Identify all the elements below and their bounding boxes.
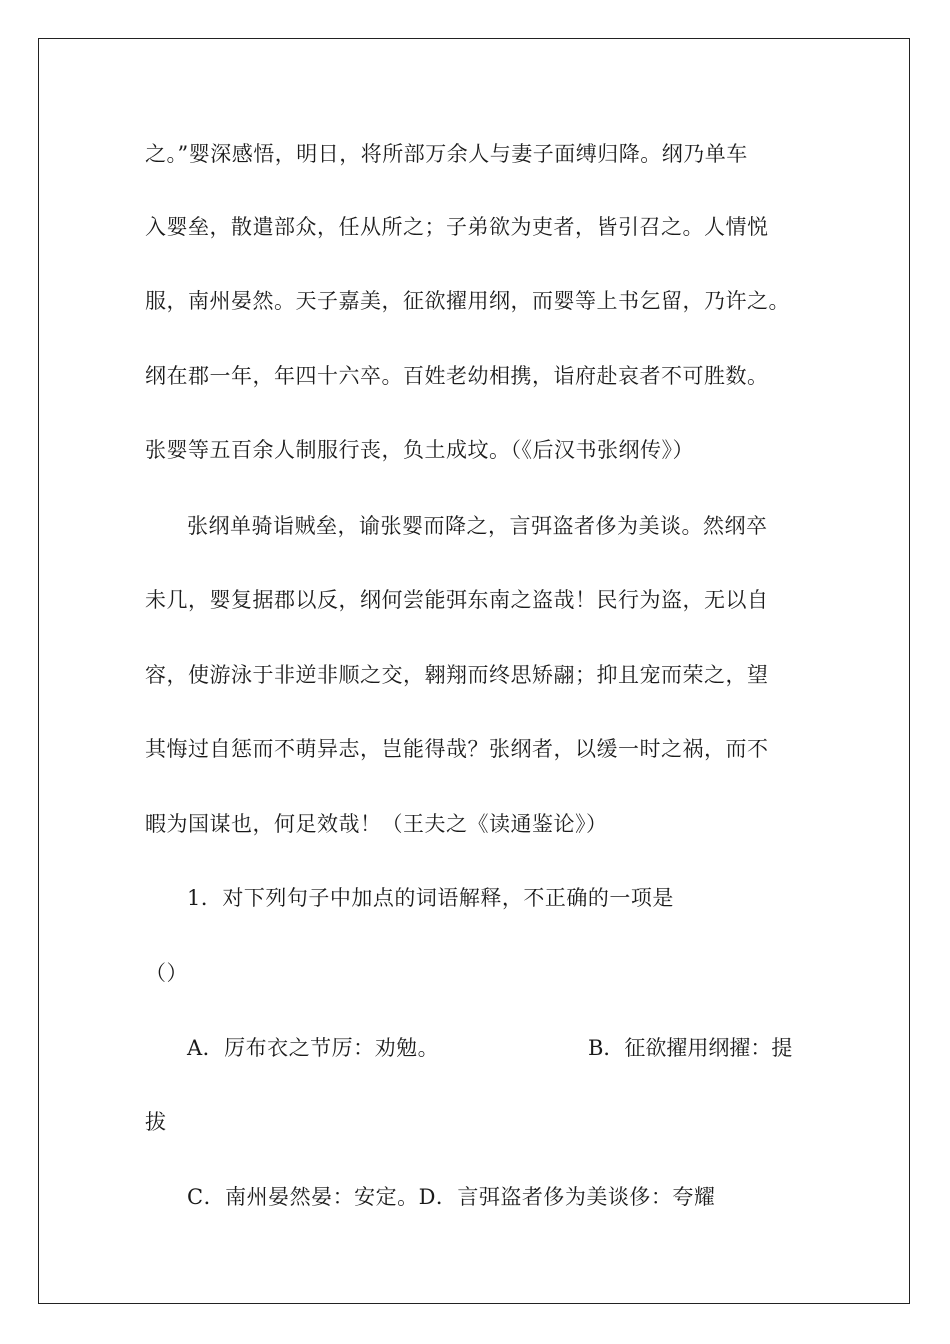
- option-c-d: C．南州晏然晏：安定。D．言弭盗者侈为美谈侈：夸耀: [187, 1185, 716, 1209]
- passage-line: 服，南州晏然。天子嘉美，征欲擢用纲，而婴等上书乞留，乃许之。: [145, 289, 790, 313]
- commentary-line: 容，使游泳于非逆非顺之交，翱翔而终思矫翮；抑且宠而荣之，望: [145, 663, 769, 687]
- option-a: A．厉布衣之节厉：劝勉。: [187, 1036, 440, 1060]
- option-b-continuation: 拔: [145, 1110, 167, 1134]
- passage-line: 之。”婴深感悟，明日，将所部万余人与妻子面缚归降。纲乃单车: [145, 142, 748, 166]
- commentary-line: 其悔过自惩而不萌异志，岂能得哉？张纲者，以缓一时之祸，而不: [145, 737, 769, 761]
- commentary-line: 张纲单骑诣贼垒，谕张婴而降之，言弭盗者侈为美谈。然纲卒: [187, 514, 768, 538]
- passage-line: 张婴等五百余人制服行丧，负土成坟。（《后汉书张纲传》）: [145, 438, 694, 462]
- option-b: B．征欲擢用纲擢：提: [588, 1036, 793, 1060]
- commentary-line: 未几，婴复据郡以反，纲何尝能弭东南之盗哉！民行为盗，无以自: [145, 588, 769, 612]
- commentary-line: 暇为国谋也，何足效哉！（王夫之《读通鉴论》）: [145, 812, 608, 836]
- answer-bracket: （）: [145, 961, 188, 985]
- question-stem: 1．对下列句子中加点的词语解释，不正确的一项是: [187, 886, 674, 910]
- passage-line: 纲在郡一年，年四十六卒。百姓老幼相携，诣府赴哀者不可胜数。: [145, 364, 769, 388]
- passage-line: 入婴垒，散遣部众，任从所之；子弟欲为吏者，皆引召之。人情悦: [145, 215, 769, 239]
